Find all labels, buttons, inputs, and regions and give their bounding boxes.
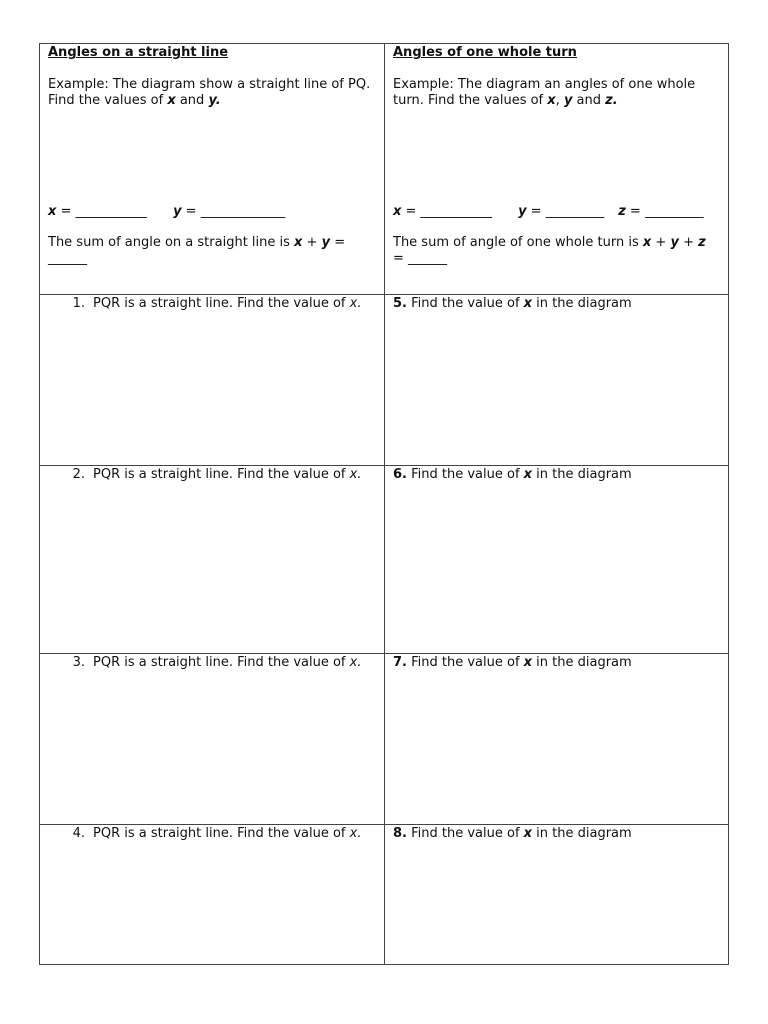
question-8-cell (385, 825, 728, 964)
question-3-cell (40, 654, 384, 824)
question-7-cell (385, 654, 728, 824)
question-6-cell (385, 466, 728, 653)
question-8: 8. Find the value of x in the diagram (393, 826, 632, 841)
worksheet-table (39, 43, 729, 965)
question-6: 6. Find the value of x in the diagram (393, 467, 632, 482)
straight-line-title: Angles on a straight line (48, 45, 229, 60)
whole-turn-header-cell (385, 44, 728, 294)
whole-turn-example: Example: The diagram an angles of one whole turn. Find the values of x, y and z. (393, 77, 696, 108)
whole-turn-title: Angles of one whole turn (393, 45, 577, 60)
question-3: 3. PQR is a straight line. Find the value of x. (72, 655, 362, 670)
question-5-cell (385, 295, 728, 465)
question-2: 2. PQR is a straight line. Find the value of x. (72, 467, 362, 482)
straight-line-header-cell (40, 44, 384, 294)
question-7: 7. Find the value of x in the diagram (393, 655, 632, 670)
question-2-cell (40, 466, 384, 653)
straight-line-example: Example: The diagram show a straight line of PQ. Find the values of x and y. (48, 77, 371, 108)
whole-turn-sum: The sum of angle of one whole turn is x + y + z = ______ (393, 235, 706, 266)
whole-turn-answers: x = ___________ y = _________ z = _________ (393, 204, 704, 219)
question-1: 1. PQR is a straight line. Find the value of x. (72, 296, 362, 311)
question-4-cell (40, 825, 384, 964)
question-1-cell (40, 295, 384, 465)
question-4: 4. PQR is a straight line. Find the value of x. (72, 826, 362, 841)
straight-line-answers: x = ___________ y = _____________ (48, 204, 286, 219)
question-5: 5. Find the value of x in the diagram (393, 296, 632, 311)
straight-line-sum: The sum of angle on a straight line is x + y = ______ (48, 235, 346, 266)
